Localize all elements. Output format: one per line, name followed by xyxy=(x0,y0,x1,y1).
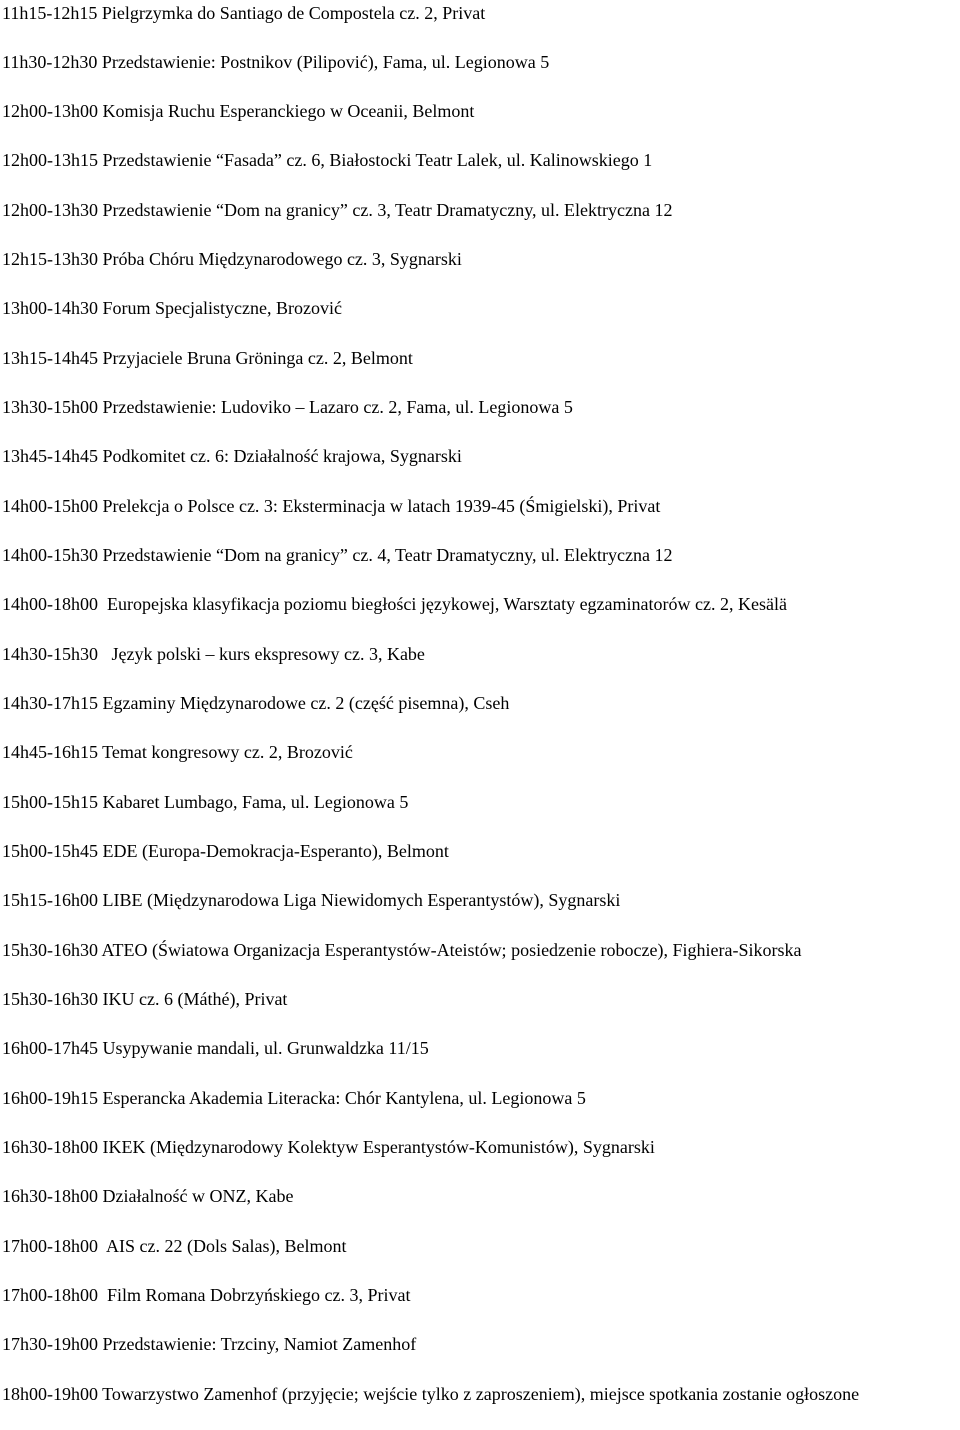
schedule-entry: 16h00-19h15 Esperancka Akademia Literacka: Chór Kantylena, ul. Legionowa 5 xyxy=(2,1088,586,1108)
schedule-entry: 12h15-13h30 Próba Chóru Międzynarodowego cz. 3, Sygnarski xyxy=(2,249,462,269)
schedule-entry: 12h00-13h00 Komisja Ruchu Esperanckiego w Oceanii, Belmont xyxy=(2,101,475,121)
schedule-entry: 11h30-12h30 Przedstawienie: Postnikov (Pilipović), Fama, ul. Legionowa 5 xyxy=(2,52,550,72)
schedule-entry: 17h00-18h00 AIS cz. 22 (Dols Salas), Belmont xyxy=(2,1236,347,1256)
schedule-entry: 14h30-17h15 Egzaminy Międzynarodowe cz. 2 (część pisemna), Cseh xyxy=(2,693,510,713)
schedule-entry: 13h45-14h45 Podkomitet cz. 6: Działalność krajowa, Sygnarski xyxy=(2,446,462,466)
schedule-entry: 13h30-15h00 Przedstawienie: Ludoviko – Lazaro cz. 2, Fama, ul. Legionowa 5 xyxy=(2,397,573,417)
schedule-entry: 17h30-19h00 Przedstawienie: Trzciny, Namiot Zamenhof xyxy=(2,1334,417,1354)
schedule-entry: 15h15-16h00 LIBE (Międzynarodowa Liga Niewidomych Esperantystów), Sygnarski xyxy=(2,890,621,910)
schedule-entry: 14h30-15h30 Język polski – kurs ekspresowy cz. 3, Kabe xyxy=(2,644,425,664)
schedule-entry: 18h00-19h00 Towarzystwo Zamenhof (przyjęcie; wejście tylko z zaproszeniem), miejsce spotkania zostanie ogłoszone xyxy=(2,1384,860,1404)
schedule-entry: 12h00-13h15 Przedstawienie “Fasada” cz. 6, Białostocki Teatr Lalek, ul. Kalinowskiego 1 xyxy=(2,150,653,170)
schedule-entry: 14h45-16h15 Temat kongresowy cz. 2, Brozović xyxy=(2,742,353,762)
schedule-entry: 16h30-18h00 Działalność w ONZ, Kabe xyxy=(2,1186,294,1206)
schedule-entry: 15h00-15h15 Kabaret Lumbago, Fama, ul. Legionowa 5 xyxy=(2,792,409,812)
schedule-entry: 12h00-13h30 Przedstawienie “Dom na granicy” cz. 3, Teatr Dramatyczny, ul. Elektryczna 12 xyxy=(2,200,673,220)
schedule-entry: 16h30-18h00 IKEK (Międzynarodowy Kolektyw Esperantystów-Komunistów), Sygnarski xyxy=(2,1137,655,1157)
schedule-entry: 14h00-18h00 Europejska klasyfikacja poziomu biegłości językowej, Warsztaty egzaminatorów cz. 2, Kesälä xyxy=(2,594,787,614)
schedule-entry: 14h00-15h00 Prelekcja o Polsce cz. 3: Eksterminacja w latach 1939-45 (Śmigielski), Privat xyxy=(2,496,661,516)
schedule-entry: 15h30-16h30 IKU cz. 6 (Máthé), Privat xyxy=(2,989,288,1009)
schedule-entry: 17h00-18h00 Film Romana Dobrzyńskiego cz. 3, Privat xyxy=(2,1285,411,1305)
schedule-entry: 14h00-15h30 Przedstawienie “Dom na granicy” cz. 4, Teatr Dramatyczny, ul. Elektryczna 12 xyxy=(2,545,673,565)
schedule-entry: 15h00-15h45 EDE (Europa-Demokracja-Esperanto), Belmont xyxy=(2,841,449,861)
schedule-entry: 13h00-14h30 Forum Specjalistyczne, Brozović xyxy=(2,298,342,318)
schedule-entry: 15h30-16h30 ATEO (Światowa Organizacja Esperantystów-Ateistów; posiedzenie robocze), Fighiera-Sikorska xyxy=(2,940,802,960)
schedule-entry: 11h15-12h15 Pielgrzymka do Santiago de Compostela cz. 2, Privat xyxy=(2,3,486,23)
schedule-entry: 13h15-14h45 Przyjaciele Bruna Gröninga cz. 2, Belmont xyxy=(2,348,413,368)
schedule-entry: 16h00-17h45 Usypywanie mandali, ul. Grunwaldzka 11/15 xyxy=(2,1038,429,1058)
